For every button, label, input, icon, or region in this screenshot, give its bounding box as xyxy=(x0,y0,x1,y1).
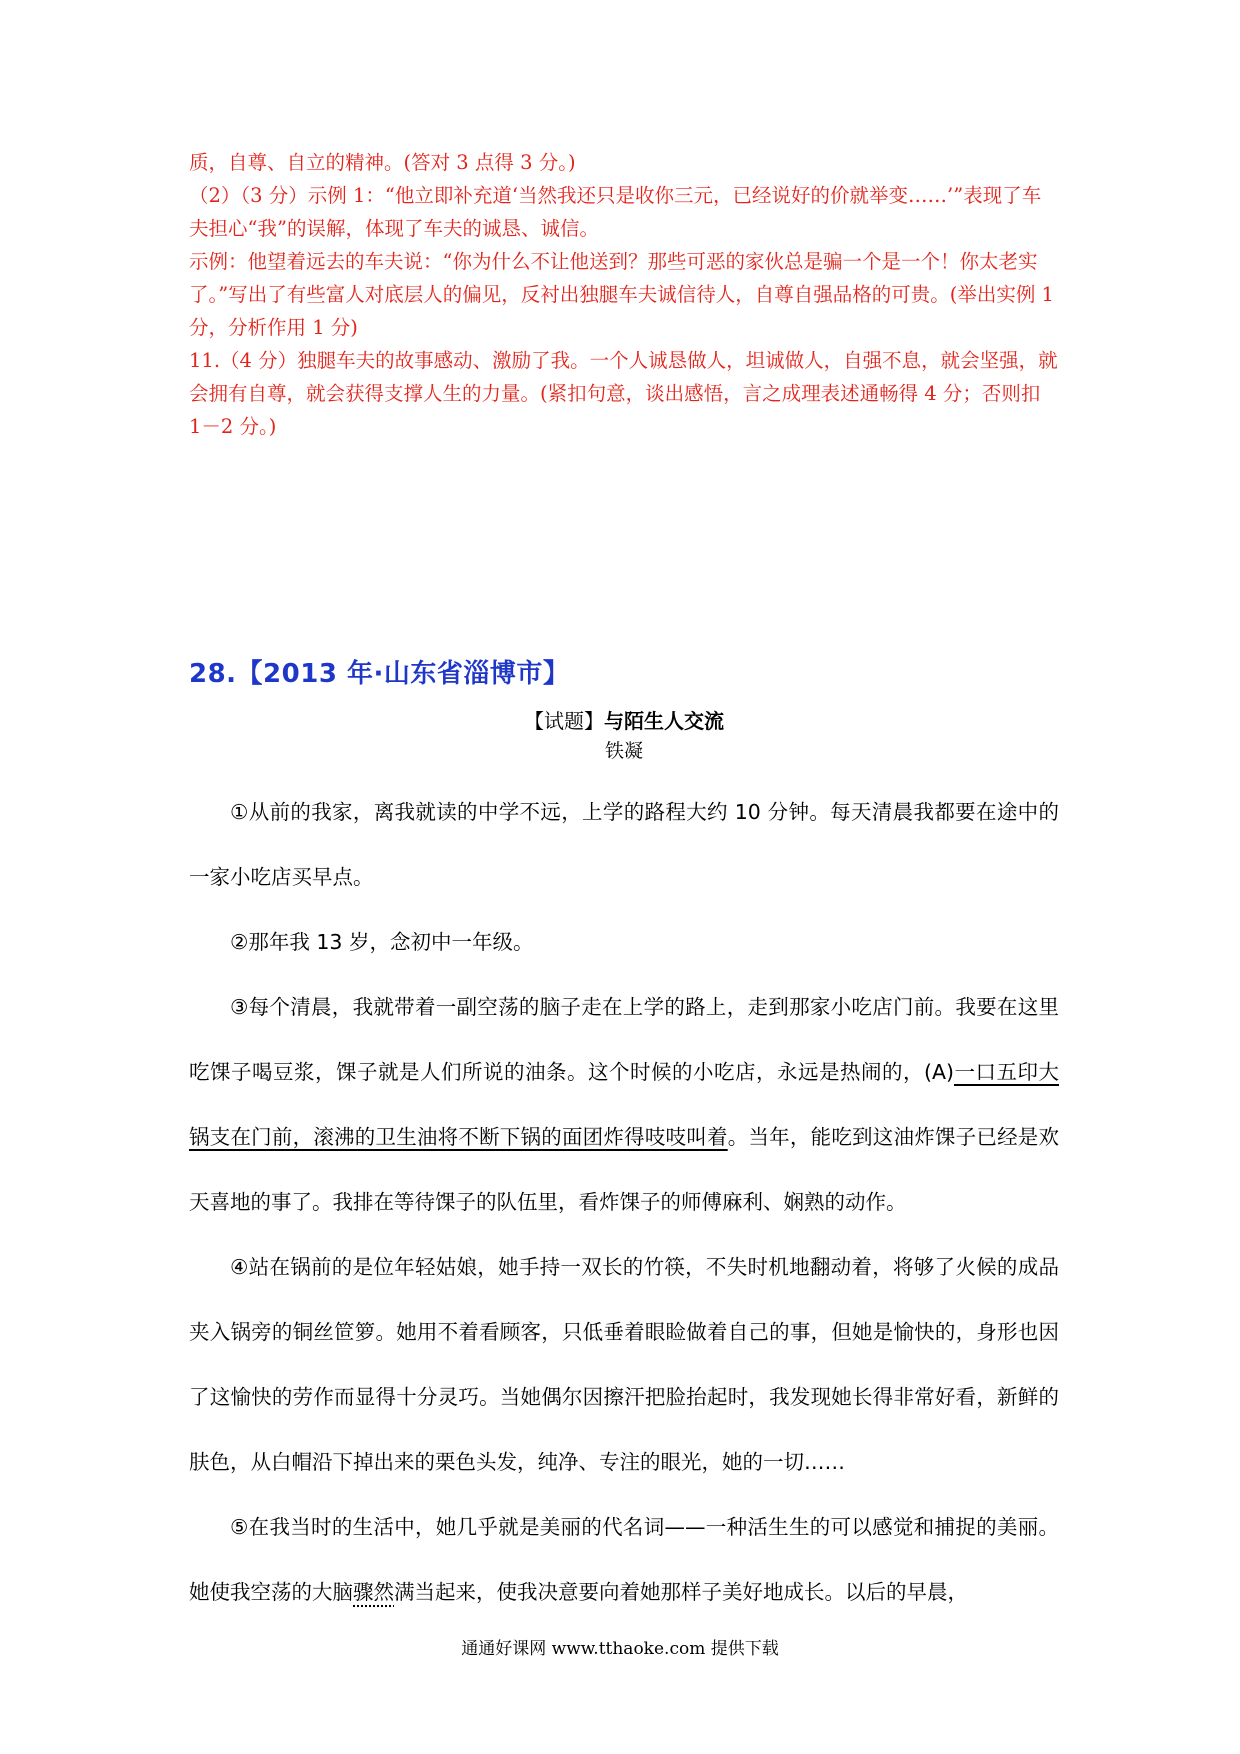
paragraph-1: ①从前的我家，离我就读的中学不远，上学的路程大约 10 分钟。每天清晨我都要在途中的一家小吃店买早点。 xyxy=(189,800,1059,889)
answer-line: 11.（4 分）独腿车夫的故事感动、激励了我。一个人诚恳做人，坦诚做人，自强不息，就会坚强，就会拥有自尊，就会获得支撑人生的力量。(紧扣句意，谈出感悟，言之成理表述通畅得 4 分；否则扣 1－2 分。) xyxy=(189,349,1058,438)
page-footer: 通通好课网 www.tthaoke.com 提供下载 xyxy=(461,1639,779,1659)
article-author: 铁凝 xyxy=(604,740,643,762)
paragraph-5-text-end: 满当起来，使我决意要向着她那样子美好地成长。以后的早晨， xyxy=(394,1580,968,1604)
paragraph-4: ④站在锅前的是位年轻姑娘，她手持一双长的竹筷，不失时机地翻动着，将够了火候的成品夹入锅旁的铜丝笸箩。她用不着看顾客，只低垂着眼睑做着自己的事，但她是愉快的，身形也因了这愉快的劳作而显得十分灵巧。当她偶尔因擦汗把脸抬起时，我发现她长得非常好看，新鲜的肤色，从白帽沿下掉出来的栗色头发，纯净、专注的眼光，她的一切…… xyxy=(189,1255,1059,1474)
paragraph-2: ②那年我 13 岁，念初中一年级。 xyxy=(230,930,534,954)
paragraph-5 xyxy=(189,1495,1059,1625)
paragraph-3-text-end: 。当年，能吃到这油炸馃子已经是欢天喜地的事了。我排在等待馃子的队伍里，看炸馃子的师傅麻利、娴熟的动作。 xyxy=(189,1125,1060,1214)
answer-line: 示例：他望着远去的车夫说：“你为什么不让他送到？那些可恶的家伙总是骗一个是一个！你太老实了。”写出了有些富人对底层人的偏见，反衬出独腿车夫诚信待人，自尊自强品格的可贵。(举出实例 1 分，分析作用 1 分) xyxy=(189,250,1054,339)
answer-key xyxy=(189,146,1059,443)
paragraph-5-text: ⑤在我当时的生活中，她几乎就是美丽的代名词——一种活生生的可以感觉和捕捉的美丽。她使我空荡的大脑 xyxy=(189,1515,1059,1604)
article-title-text: 与陌生人交流 xyxy=(604,709,724,733)
paragraph-3-text: ③每个清晨，我就带着一副空荡的脑子走在上学的路上，走到那家小吃店门前。我要在这里吃馃子喝豆浆，馃子就是人们所说的油条。这个时候的小吃店，永远是热闹的，(A) xyxy=(189,995,1059,1084)
article-title xyxy=(189,706,1059,736)
article-body xyxy=(189,780,1059,1625)
article-header xyxy=(189,706,1059,766)
dotted-word: 骤然 xyxy=(353,1580,394,1604)
paragraph-3 xyxy=(189,975,1059,1235)
underlined-sentence-a: 一口五印大锅支在门前，滚沸的卫生油将不断下锅的面团炸得吱吱叫着 xyxy=(189,1060,1059,1149)
question-tag: 【试题】 xyxy=(524,709,604,733)
answer-line: 质，自尊、自立的精神。(答对 3 点得 3 分。) xyxy=(189,151,576,174)
answer-line: （2）（3 分）示例 1：“他立即补充道‘当然我还只是收你三元，已经说好的价就举变……’”表现了车夫担心“我”的误解，体现了车夫的诚恳、诚信。 xyxy=(189,184,1042,240)
question-heading: 28.【2013 年·山东省淄博市】 xyxy=(189,659,570,689)
